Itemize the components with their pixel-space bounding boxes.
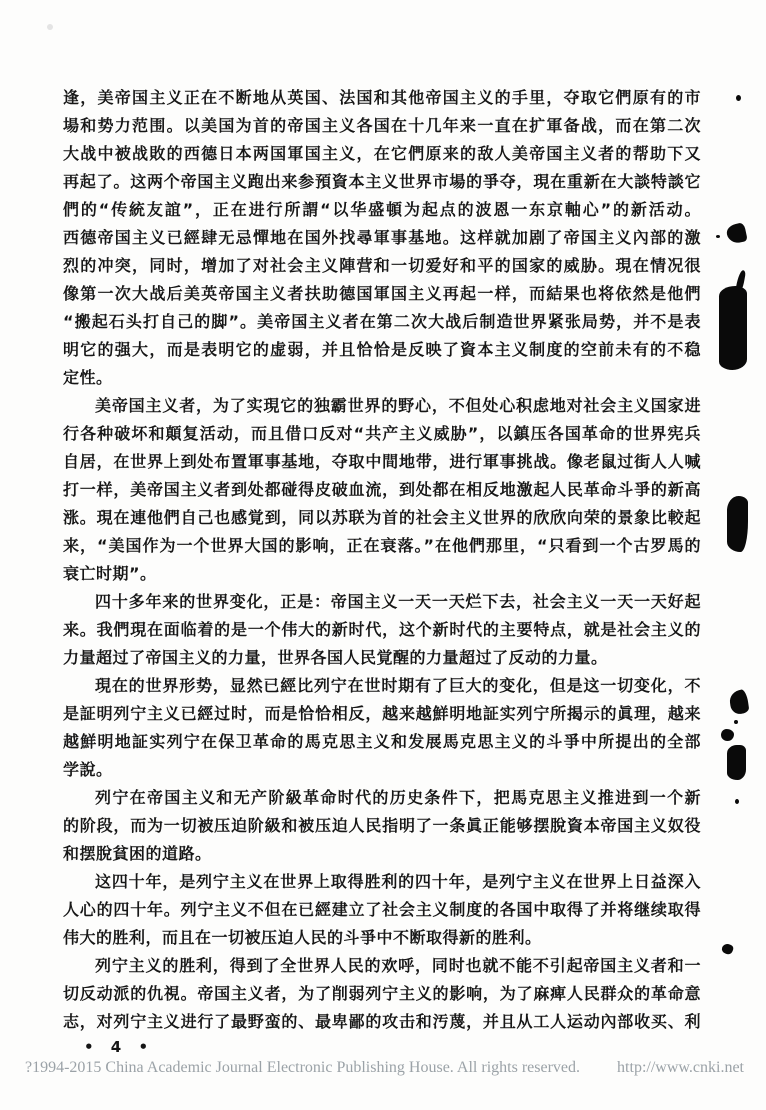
text-line: 这四十年，是列宁主义在世界上取得胜利的四十年，是列宁主义在世界上日益深入 [95, 872, 701, 891]
text-line: 来，“美国作为一个世界大国的影响，正在衰落。”在他們那里，“只看到一个古罗馬的 [63, 536, 701, 555]
watermark-footer [25, 1059, 744, 1077]
text-line: 人心的四十年。列宁主义不但在已經建立了社会主义制度的各国中取得了并将继续取得 [63, 900, 701, 919]
document-text-block [63, 84, 701, 1036]
text-line: 来。我們現在面临着的是一个伟大的新时代，这个新时代的主要特点，就是社会主义的 [63, 620, 701, 639]
text-line: 伟大的胜利，而且在一切被压迫人民的斗爭中不断取得新的胜利。 [63, 928, 542, 947]
ink-blob [736, 95, 741, 101]
text-line: 和摆脫貧困的道路。 [63, 844, 212, 863]
text-line: 逢，美帝国主义正在不断地从英国、法国和其他帝国主义的手里，夺取它們原有的市 [63, 88, 701, 107]
text-line: 是証明列宁主义已經过时，而是恰恰相反，越来越鮮明地証实列宁所揭示的眞理，越来 [63, 704, 701, 723]
ink-blob [735, 799, 739, 804]
text-line: 明它的强大，而是表明它的虚弱，并且恰恰是反映了資本主义制度的空前未有的不稳 [63, 340, 701, 359]
text-line: 自居，在世界上到处布置軍事基地，夺取中間地带，进行軍事挑战。像老鼠过街人人喊 [63, 452, 701, 471]
ink-blob [727, 745, 746, 780]
ink-blob [721, 942, 735, 955]
text-line: 像第一次大战后美英帝国主义者扶助德国軍国主义再起一样，而結果也将依然是他們 [63, 284, 701, 303]
text-line: 学說。 [63, 760, 113, 779]
text-line: 大战中被战敗的西德日本两国軍国主义，在它們原来的敌人美帝国主义者的帮助下又 [63, 144, 701, 163]
ink-blob [727, 496, 748, 552]
ink-blob [734, 720, 738, 724]
page-number: • 4 • [84, 1038, 155, 1056]
text-line: 列宁在帝国主义和无产阶級革命时代的历史条件下，把馬克思主义推进到一个新 [95, 788, 701, 807]
text-line: 切反动派的仇視。帝国主义者，为了削弱列宁主义的影响，为了麻痺人民群众的革命意 [63, 984, 701, 1003]
ink-blob [728, 689, 749, 715]
text-line: 的阶段，而为一切被压迫阶級和被压迫人民指明了一条眞正能够摆脫資本帝国主义奴役 [63, 816, 701, 835]
ink-blob [716, 235, 720, 238]
text-line: 定性。 [63, 368, 113, 387]
text-line: 列宁主义的胜利，得到了全世界人民的欢呼，同时也就不能不引起帝国主义者和一 [95, 956, 701, 975]
text-line: 們的“传統友誼”，正在进行所謂“以华盛頓为起点的波恩一东京軸心”的新活动。 [63, 200, 701, 219]
text-line: 現在的世界形势，显然已經比列宁在世时期有了巨大的变化，但是这一切变化，不 [95, 676, 701, 695]
text-line: 越鮮明地証实列宁在保卫革命的馬克思主义和发展馬克思主义的斗爭中所提出的全部 [63, 732, 701, 751]
text-line: 四十多年来的世界变化，正是：帝国主义一天一天烂下去，社会主义一天一天好起 [95, 592, 701, 611]
text-line: 力量超过了帝国主义的力量，世界各国人民覚醒的力量超过了反动的力量。 [63, 648, 608, 667]
text-line: 志，对列宁主义进行了最野蛮的、最卑鄙的攻击和汚蔑，并且从工人运动內部收买、利 [63, 1012, 701, 1031]
text-line: 涨。現在連他們自己也感覚到，同以苏联为首的社会主义世界的欣欣向荣的景象比較起 [63, 508, 701, 527]
text-line: 西德帝国主义已經肆无忌憚地在国外找尋軍事基地。这样就加剧了帝国主义內部的激 [63, 228, 701, 247]
text-line: 場和势力范围。以美国为首的帝国主义各国在十几年来一直在扩軍备战，而在第二次 [63, 116, 701, 135]
text-line: “搬起石头打自己的脚”。美帝国主义者在第二次大战后制造世界紧张局势，并不是表 [63, 312, 701, 331]
text-line: 行各种破坏和顛复活动，而且借口反对“共产主义威胁”，以鎮压各国革命的世界宪兵 [63, 424, 701, 443]
text-line: 烈的冲突，同时，增加了对社会主义陣营和一切爱好和平的国家的威胁。現在情况很 [63, 256, 701, 275]
ink-blob [725, 222, 748, 245]
ink-blob [721, 729, 734, 741]
text-line: 再起了。这两个帝国主义跑出来参預資本主义世界市場的爭夺，現在重新在大談特談它 [63, 172, 701, 191]
copyright-text: ?1994-2015 China Academic Journal Electronic Publishing House. All rights reserved. [25, 1059, 580, 1076]
scan-speck [47, 24, 53, 30]
cnki-url: http://www.cnki.net [617, 1059, 744, 1076]
text-line: 衰亡时期”。 [63, 564, 157, 583]
text-line: 打一样，美帝国主义者到处都碰得皮破血流，到处都在相反地激起人民革命斗爭的新高 [63, 480, 701, 499]
ink-blob [719, 286, 747, 370]
text-line: 美帝国主义者，为了实現它的独霸世界的野心，不但处心积虑地对社会主义国家进 [95, 396, 701, 415]
